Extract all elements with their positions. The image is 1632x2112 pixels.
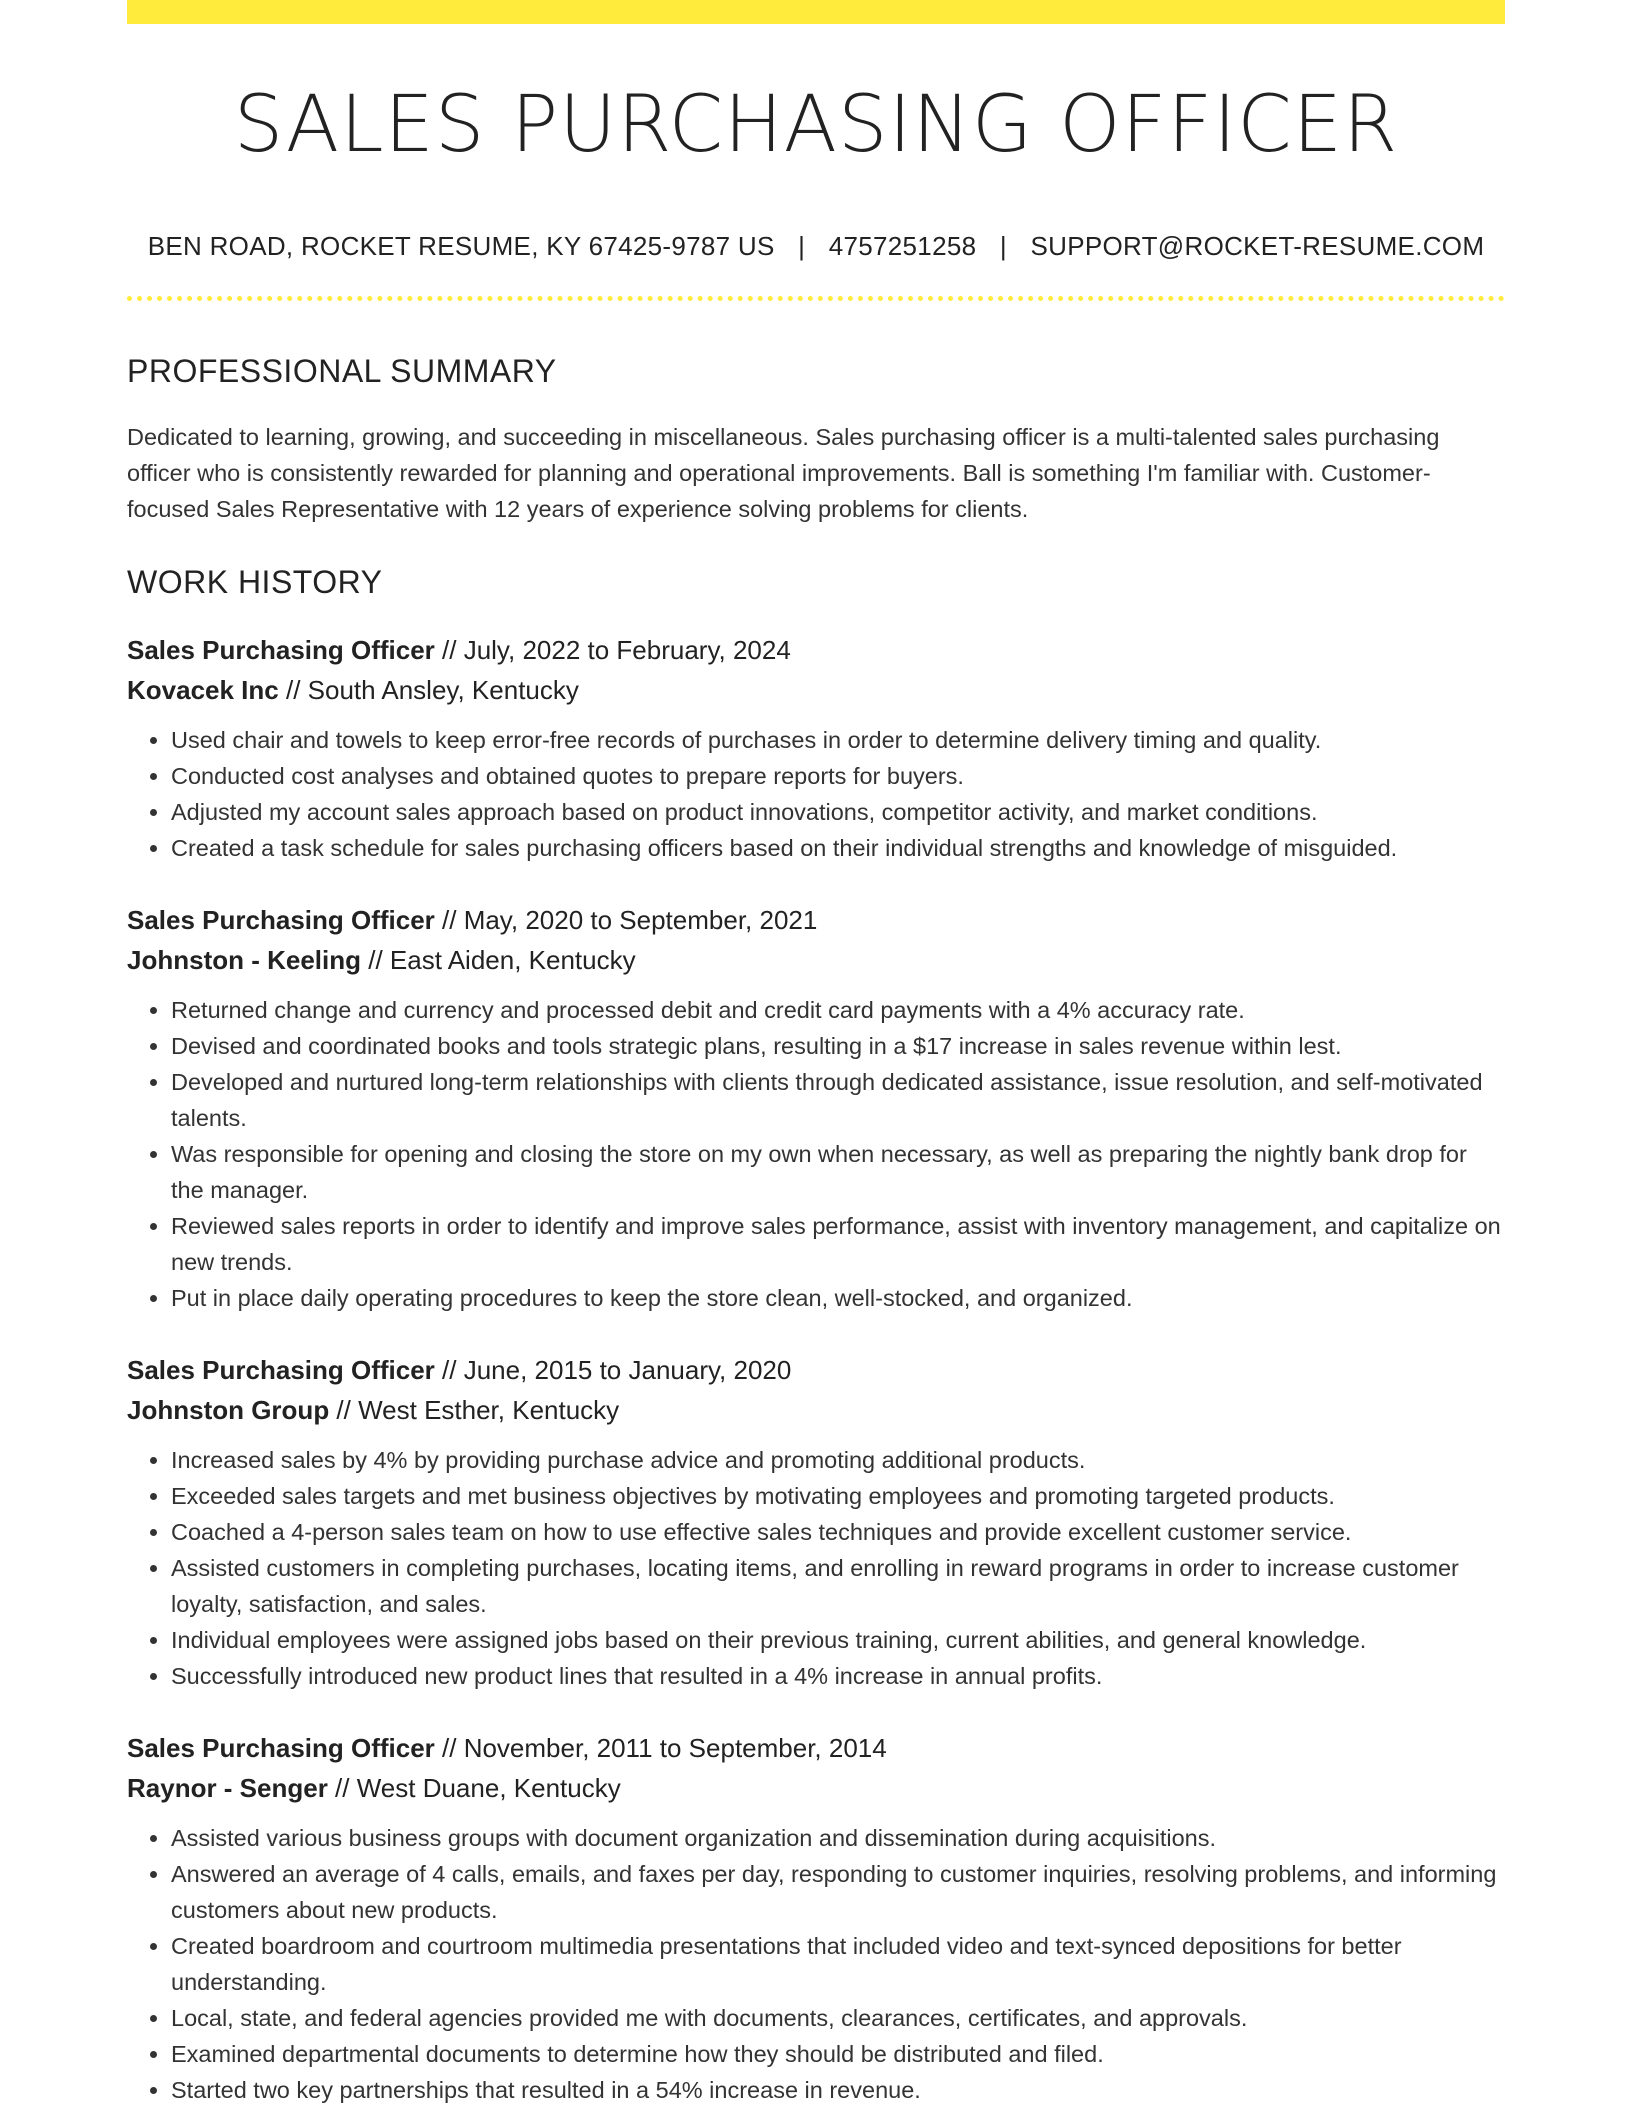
- resume-title: SALES PURCHASING OFFICER: [233, 80, 1399, 170]
- job-list: [127, 630, 1505, 2108]
- job-company: Johnston - Keeling: [127, 945, 361, 976]
- job-bullet: • Put in place daily operating procedures to keep the store clean, well-stocked, and organized.: [171, 1280, 1505, 1316]
- job-location: // West Esther, Kentucky: [329, 1395, 620, 1426]
- job-company: Johnston Group: [127, 1395, 330, 1426]
- job-dates: // November, 2011 to September, 2014: [434, 1733, 887, 1764]
- contact-address: BEN ROAD, ROCKET RESUME, KY 67425-9787 US: [147, 230, 775, 261]
- top-accent-bar: [127, 0, 1505, 24]
- job-role: Sales Purchasing Officer: [127, 1355, 435, 1386]
- job-bullet: • Devised and coordinated books and tools strategic plans, resulting in a $17 increase in sales revenue within lest.: [171, 1028, 1505, 1064]
- job-bullet: • Started two key partnerships that resulted in a 54% increase in revenue.: [171, 2072, 1505, 2108]
- job-bullet: • Used chair and towels to keep error-free records of purchases in order to determine delivery timing and quality.: [171, 722, 1505, 758]
- contact-separator: |: [999, 230, 1007, 261]
- dotted-divider: [127, 296, 1505, 306]
- job-bullet: • Examined departmental documents to determine how they should be distributed and filed.: [171, 2036, 1505, 2072]
- job-entry: [127, 1728, 1505, 2108]
- contact-phone: 4757251258: [828, 230, 977, 261]
- job-bullet: • Developed and nurtured long-term relationships with clients through dedicated assistance, issue resolution, and self-motivated talents.: [171, 1064, 1505, 1136]
- job-dates: // July, 2022 to February, 2024: [434, 635, 791, 666]
- job-role-line: [127, 1350, 1505, 1390]
- job-dates: // June, 2015 to January, 2020: [434, 1355, 792, 1386]
- job-bullet: • Created a task schedule for sales purchasing officers based on their individual strengths and knowledge of misguided.: [171, 830, 1505, 866]
- job-role-line: [127, 1728, 1505, 1768]
- job-bullet: • Individual employees were assigned jobs based on their previous training, current abilities, and general knowledge.: [171, 1622, 1505, 1658]
- job-bullet: • Assisted various business groups with document organization and dissemination during acquisitions.: [171, 1820, 1505, 1856]
- job-location: // South Ansley, Kentucky: [278, 675, 579, 706]
- summary-text: Dedicated to learning, growing, and succeeding in miscellaneous. Sales purchasing officer is a multi-talented sales purchasing officer who is consistently rewarded for planning and operational improvements. Ball is something I'm familiar with. Customer-focused Sales Representative with 12 years of experience solving problems for clients.: [127, 423, 1440, 522]
- job-role: Sales Purchasing Officer: [127, 635, 435, 666]
- job-bullet: • Coached a 4-person sales team on how to use effective sales techniques and provide excellent customer service.: [171, 1514, 1505, 1550]
- job-bullet: • Answered an average of 4 calls, emails, and faxes per day, responding to customer inquiries, resolving problems, and informing customers about new products.: [171, 1856, 1505, 1928]
- job-bullet: • Successfully introduced new product lines that resulted in a 4% increase in annual profits.: [171, 1658, 1505, 1694]
- job-entry: [127, 1350, 1505, 1694]
- job-bullet: • Created boardroom and courtroom multimedia presentations that included video and text-synced depositions for better understanding.: [171, 1928, 1505, 2000]
- job-bullet: • Was responsible for opening and closing the store on my own when necessary, as well as preparing the nightly bank drop for the manager.: [171, 1136, 1505, 1208]
- job-company-line: [127, 1390, 1505, 1430]
- work-history-heading: WORK HISTORY: [127, 563, 383, 600]
- job-company-line: [127, 1768, 1505, 1808]
- job-bullets: [127, 1820, 1505, 2108]
- job-bullet: • Assisted customers in completing purchases, locating items, and enrolling in reward programs in order to increase customer loyalty, satisfaction, and sales.: [171, 1550, 1505, 1622]
- job-bullet: • Conducted cost analyses and obtained quotes to prepare reports for buyers.: [171, 758, 1505, 794]
- job-entry: [127, 630, 1505, 866]
- job-bullet: • Returned change and currency and processed debit and credit card payments with a 4% accuracy rate.: [171, 992, 1505, 1028]
- job-bullet: • Exceeded sales targets and met business objectives by motivating employees and promoting targeted products.: [171, 1478, 1505, 1514]
- job-location: // West Duane, Kentucky: [327, 1773, 621, 1804]
- job-bullets: [127, 722, 1505, 866]
- contact-separator: |: [798, 230, 806, 261]
- job-bullets: [127, 992, 1505, 1316]
- job-company-line: [127, 940, 1505, 980]
- job-role: Sales Purchasing Officer: [127, 1733, 435, 1764]
- job-role: Sales Purchasing Officer: [127, 905, 435, 936]
- job-role-line: [127, 900, 1505, 940]
- job-entry: [127, 900, 1505, 1316]
- job-bullets: [127, 1442, 1505, 1694]
- resume-page: [127, 0, 1505, 2108]
- job-bullet: • Increased sales by 4% by providing purchase advice and promoting additional products.: [171, 1442, 1505, 1478]
- job-bullet: • Adjusted my account sales approach based on product innovations, competitor activity, and market conditions.: [171, 794, 1505, 830]
- job-company-line: [127, 670, 1505, 710]
- job-company: Kovacek Inc: [127, 675, 279, 706]
- job-location: // East Aiden, Kentucky: [361, 945, 636, 976]
- contact-email: SUPPORT@ROCKET-RESUME.COM: [1030, 230, 1485, 261]
- job-bullet: • Local, state, and federal agencies provided me with documents, clearances, certificates, and approvals.: [171, 2000, 1505, 2036]
- contact-line: [127, 231, 1505, 262]
- job-role-line: [127, 630, 1505, 670]
- summary-heading: PROFESSIONAL SUMMARY: [127, 352, 557, 389]
- job-dates: // May, 2020 to September, 2021: [434, 905, 818, 936]
- job-bullet: • Reviewed sales reports in order to identify and improve sales performance, assist with inventory management, and capitalize on new trends.: [171, 1208, 1505, 1280]
- job-company: Raynor - Senger: [127, 1773, 328, 1804]
